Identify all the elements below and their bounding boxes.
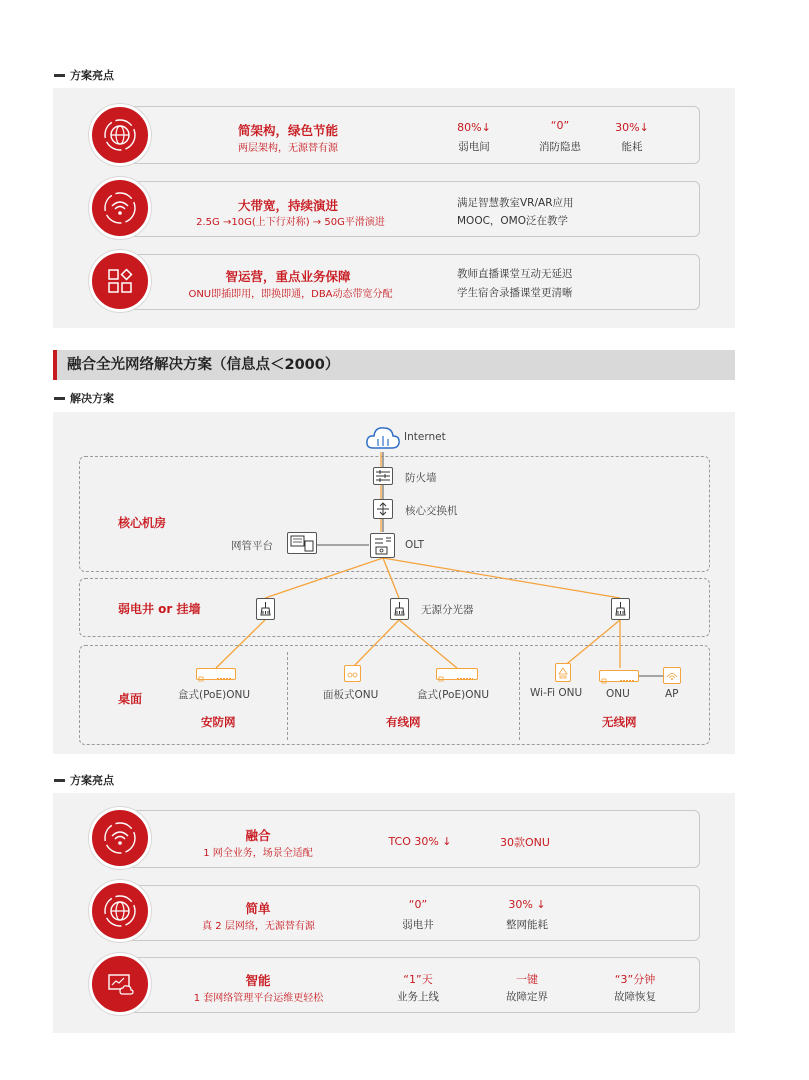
stat-label: 业务上线	[397, 991, 439, 1003]
firewall-label: 防火墙	[405, 472, 437, 484]
splitter-icon	[256, 598, 275, 620]
nms-server-icon	[287, 532, 317, 554]
card-title: 简架构，绿色节能	[237, 123, 338, 138]
stat-value: 一键	[516, 973, 538, 986]
wifi-onu-icon	[555, 663, 571, 682]
stat-value: 30%↓	[615, 121, 649, 134]
firewall-icon	[373, 467, 393, 485]
stat-label: 故障定界	[506, 991, 548, 1003]
fiber-link	[353, 620, 399, 667]
network-label-security: 安防网	[201, 715, 236, 729]
device-label: 盒式(PoE)ONU	[417, 689, 490, 701]
ap-icon	[663, 667, 681, 684]
bottom-highlights-heading	[54, 772, 114, 788]
card-desc-line: 学生宿舍录播课堂更清晰	[457, 287, 573, 299]
highlight-card-architecture	[120, 106, 700, 164]
network-diagram	[53, 412, 735, 754]
stat-value: “0”	[408, 898, 428, 911]
card-subtitle: 1 网全业务，场景全适配	[203, 848, 313, 859]
fiber-link	[399, 620, 457, 668]
zone-label-desk: 桌面	[118, 692, 143, 706]
bottom-highlights-heading-text: 方案亮点	[70, 774, 114, 787]
stat-value: 80%↓	[457, 121, 491, 134]
fiber-link	[383, 558, 620, 598]
highlight-card-simple	[120, 885, 700, 941]
cloud-monitor-icon	[89, 953, 151, 1015]
wifi-icon	[89, 807, 151, 869]
box-onu-icon	[436, 668, 478, 680]
card-title: 智能	[245, 973, 271, 988]
stat-value: TCO 30% ↓	[388, 835, 452, 848]
stat-value: “1”天	[403, 973, 433, 986]
stat-value: 30% ↓	[508, 898, 546, 911]
olt-label: OLT	[405, 539, 425, 551]
fiber-link	[265, 558, 383, 598]
core-switch-icon	[373, 499, 393, 519]
splitter-label: 无源分光器	[421, 604, 474, 616]
card-title: 智运营，重点业务保障	[225, 269, 351, 284]
device-label: 盒式(PoE)ONU	[178, 689, 251, 701]
card-subtitle: 2.5G →10G(上下行对称) → 50G平滑演进	[196, 217, 385, 228]
card-subtitle: ONU即插即用，即换即通，DBA动态带宽分配	[188, 289, 393, 300]
heading-dash	[54, 74, 65, 77]
card-desc-line: 教师直播课堂互动无延迟	[457, 268, 573, 280]
highlight-card-bandwidth	[120, 181, 700, 237]
globe-icon	[89, 880, 151, 942]
device-label: 面板式ONU	[323, 689, 379, 701]
card-desc-line: MOOC，OMO泛在教学	[457, 215, 569, 227]
core-switch-label: 核心交换机	[405, 505, 458, 517]
heading-dash	[54, 397, 65, 400]
box-onu-icon	[196, 668, 236, 680]
card-title: 大带宽，持续演进	[237, 198, 338, 213]
stat-label: 弱电井	[402, 919, 434, 931]
apps-grid-icon	[89, 250, 151, 312]
wifi-icon	[89, 177, 151, 239]
heading-dash	[54, 779, 65, 782]
top-highlights-heading	[54, 67, 114, 83]
card-subtitle: 真 2 层网络，无源替有源	[202, 921, 315, 932]
stat-label: 故障恢复	[614, 991, 656, 1003]
device-label: ONU	[606, 688, 630, 700]
panel-onu-icon	[344, 665, 361, 682]
section-title: 融合全光网络解决方案（信息点＜2000）	[53, 350, 735, 380]
internet-label: Internet	[404, 431, 446, 443]
device-label: Wi-Fi ONU	[530, 687, 583, 699]
zone-label-wiring: 弱电井 or 挂墙	[118, 602, 201, 616]
fiber-link	[563, 620, 620, 667]
stat-value: “0”	[550, 119, 570, 132]
solution-heading-text: 解决方案	[70, 392, 114, 405]
globe-icon	[89, 104, 151, 166]
stat-label: 能耗	[621, 141, 643, 153]
stat-label: 弱电间	[458, 141, 490, 153]
splitter-icon	[390, 598, 409, 620]
network-label-wired: 有线网	[386, 715, 421, 729]
fiber-link	[216, 620, 265, 668]
link-lines	[53, 412, 735, 754]
olt-icon	[370, 533, 395, 558]
card-title: 融合	[245, 828, 271, 843]
stat-value: “3”分钟	[614, 973, 656, 986]
stat-label: 消防隐患	[539, 141, 581, 153]
nms-label: 网管平台	[231, 540, 273, 552]
zone-label-core: 核心机房	[118, 516, 167, 530]
stat-value: 30款ONU	[500, 836, 550, 849]
device-label: AP	[665, 688, 679, 700]
highlight-card-operations	[120, 254, 700, 310]
splitter-icon	[611, 598, 630, 620]
fiber-link	[383, 558, 399, 598]
card-desc-line: 满足智慧教室VR/AR应用	[457, 197, 574, 209]
solution-heading	[54, 390, 114, 406]
network-label-wireless: 无线网	[602, 715, 637, 729]
top-highlights-heading-text: 方案亮点	[70, 69, 114, 82]
onu-icon	[599, 670, 639, 682]
card-subtitle: 两层架构，无源替有源	[238, 143, 338, 154]
cloud-icon	[365, 424, 401, 450]
stat-label: 整网能耗	[506, 919, 548, 931]
card-subtitle: 1 套网络管理平台运维更轻松	[193, 993, 324, 1004]
card-title: 简单	[245, 901, 271, 916]
